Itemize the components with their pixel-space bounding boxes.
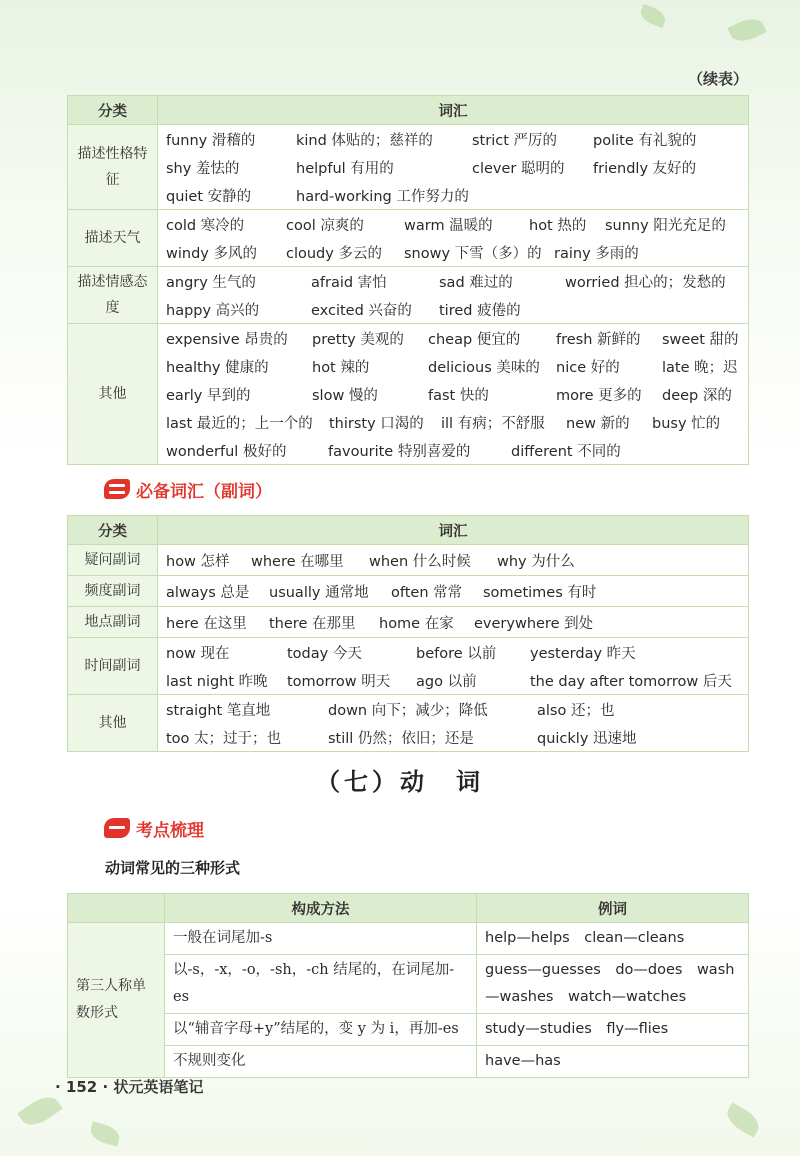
word-entry: delicious 美味的 (428, 359, 540, 376)
header-blank (68, 894, 165, 923)
word-entry: here 在这里 (166, 615, 247, 632)
word-line (166, 608, 748, 636)
adverb-section-heading (104, 476, 272, 502)
word-line (166, 666, 748, 694)
table-row (68, 324, 749, 465)
word-entry: snowy 下雪（多）的 (404, 245, 542, 262)
word-entry: strict 严厉的 (472, 132, 557, 149)
leaf-decoration (727, 14, 766, 46)
section-number-badge-icon (104, 479, 130, 499)
word-entry: today 今天 (287, 645, 362, 662)
leaf-decoration (88, 1121, 122, 1146)
word-entry: hard-working 工作努力的 (296, 188, 469, 205)
word-entry: yesterday 昨天 (530, 645, 636, 662)
word-entry: cold 寒冷的 (166, 217, 245, 234)
word-entry: cheap 便宜的 (428, 331, 521, 348)
word-entry: thirsty 口渴的 (329, 415, 424, 432)
category-label: 描述天气 (84, 230, 141, 246)
word-entry: busy 忙的 (652, 415, 721, 432)
word-entry: excited 兴奋的 (311, 302, 412, 319)
word-entry: also 还；也 (537, 702, 615, 719)
table-header-row (68, 96, 749, 125)
table-row (68, 210, 749, 267)
exam-section-heading (104, 815, 204, 841)
table-row (68, 125, 749, 210)
words-cell (158, 638, 749, 695)
word-entry: too 太；过于；也 (166, 730, 282, 747)
category-cell (68, 695, 158, 752)
word-entry: home 在家 (379, 615, 454, 632)
word-entry: polite 有礼貌的 (593, 132, 697, 149)
word-entry: windy 多风的 (166, 245, 257, 262)
words-cell (158, 125, 749, 210)
word-entry: fast 快的 (428, 387, 489, 404)
word-entry: tomorrow 明天 (287, 673, 391, 690)
category-label: 地点副词 (84, 614, 141, 630)
word-line (166, 125, 748, 153)
category-cell (68, 923, 165, 1078)
header-words: 词汇 (158, 516, 749, 545)
word-line (166, 436, 748, 464)
leaf-decoration (722, 1102, 763, 1137)
word-entry: last 最近的；上一个的 (166, 415, 313, 432)
table-row (68, 638, 749, 695)
table-row (68, 1014, 749, 1046)
word-line (166, 238, 748, 266)
method-cell: 以-s，-x，-o，-sh，-ch 结尾的，在词尾加-es (165, 955, 477, 1014)
word-line (166, 181, 748, 209)
words-cell (158, 607, 749, 638)
word-entry: sweet 甜的 (662, 331, 739, 348)
word-entry: how 怎样 (166, 553, 230, 570)
words-cell (158, 267, 749, 324)
word-entry: healthy 健康的 (166, 359, 269, 376)
word-entry: sunny 阳光充足的 (605, 217, 726, 234)
word-entry: down 向下；减少；降低 (328, 702, 488, 719)
method-cell: 以“辅音字母+y”结尾的，变 y 为 i，再加-es (165, 1014, 477, 1046)
word-entry: quickly 迅速地 (537, 730, 637, 747)
continued-label: （续表） (687, 70, 748, 88)
word-entry: wonderful 极好的 (166, 443, 287, 460)
word-entry: kind 体贴的；慈祥的 (296, 132, 433, 149)
word-entry: the day after tomorrow 后天 (530, 673, 732, 690)
word-line (166, 210, 748, 238)
word-entry: cloudy 多云的 (286, 245, 382, 262)
words-cell (158, 576, 749, 607)
word-line (166, 546, 748, 574)
word-entry: new 新的 (566, 415, 630, 432)
word-entry: rainy 多雨的 (554, 245, 639, 262)
word-line (166, 295, 748, 323)
word-entry: more 更多的 (556, 387, 642, 404)
word-entry: warm 温暖的 (404, 217, 493, 234)
header-example: 例词 (477, 894, 749, 923)
category-label: 时间副词 (84, 658, 141, 674)
word-line (166, 695, 748, 723)
words-cell (158, 210, 749, 267)
word-entry: where 在哪里 (251, 553, 344, 570)
table-row (68, 576, 749, 607)
table-row (68, 545, 749, 576)
word-entry: hot 热的 (529, 217, 587, 234)
word-entry: tired 疲倦的 (439, 302, 521, 319)
word-line (166, 324, 748, 352)
words-cell (158, 324, 749, 465)
method-cell: 一般在词尾加-s (165, 923, 477, 955)
example-cell: study—studies fly—flies (477, 1014, 749, 1046)
word-entry: straight 笔直地 (166, 702, 271, 719)
page-footer: · 152 · 状元英语笔记 (55, 1078, 204, 1096)
category-label: 疑问副词 (84, 552, 141, 568)
word-entry: funny 滑稽的 (166, 132, 256, 149)
word-entry: ill 有病；不舒服 (441, 415, 545, 432)
table-row (68, 923, 749, 955)
word-entry: everywhere 到处 (474, 615, 594, 632)
category-cell (68, 638, 158, 695)
verb-forms-heading: 动词常见的三种形式 (105, 859, 241, 877)
word-line (166, 577, 748, 605)
table-header-row (68, 894, 749, 923)
category-cell (68, 125, 158, 210)
method-cell: 不规则变化 (165, 1046, 477, 1078)
words-cell (158, 695, 749, 752)
category-label: 描述情感态度 (77, 274, 148, 316)
word-entry: favourite 特别喜爱的 (328, 443, 471, 460)
word-entry: sad 难过的 (439, 274, 513, 291)
word-entry: helpful 有用的 (296, 160, 394, 177)
example-cell: help—helps clean—cleans (477, 923, 749, 955)
word-line (166, 153, 748, 181)
header-category: 分类 (68, 96, 158, 125)
word-entry: now 现在 (166, 645, 230, 662)
word-entry: last night 昨晚 (166, 673, 268, 690)
category-label: 其他 (98, 386, 127, 402)
table-row (68, 607, 749, 638)
table-row (68, 1046, 749, 1078)
word-entry: when 什么时候 (369, 553, 471, 570)
word-entry: before 以前 (416, 645, 497, 662)
word-entry: angry 生气的 (166, 274, 256, 291)
adjective-table (67, 95, 749, 465)
word-entry: hot 辣的 (312, 359, 370, 376)
word-line (166, 380, 748, 408)
section-title: 必备词汇（副词） (136, 481, 272, 502)
table-row (68, 955, 749, 1014)
category-cell (68, 545, 158, 576)
word-entry: cool 凉爽的 (286, 217, 364, 234)
section-number-badge-icon (104, 818, 130, 838)
adverb-table (67, 515, 749, 752)
category-label: 第三人称单数形式 (76, 978, 146, 1021)
word-entry: late 晚；迟 (662, 359, 738, 376)
category-cell (68, 210, 158, 267)
word-entry: happy 高兴的 (166, 302, 260, 319)
category-cell (68, 576, 158, 607)
category-label: 其他 (98, 715, 127, 731)
word-entry: clever 聪明的 (472, 160, 565, 177)
table-row (68, 695, 749, 752)
word-entry: nice 好的 (556, 359, 620, 376)
word-line (166, 352, 748, 380)
example-cell: have—has (477, 1046, 749, 1078)
example-cell: guess—guesses do—does wash—washes watch—watches (477, 955, 749, 1014)
word-entry: why 为什么 (497, 553, 575, 570)
category-cell (68, 607, 158, 638)
word-entry: early 早到的 (166, 387, 251, 404)
word-line (166, 638, 748, 666)
word-entry: quiet 安静的 (166, 188, 252, 205)
category-label: 描述性格特征 (77, 146, 148, 188)
category-cell (68, 324, 158, 465)
header-method: 构成方法 (165, 894, 477, 923)
word-entry: often 常常 (391, 584, 463, 601)
header-category: 分类 (68, 516, 158, 545)
section-title: 考点梳理 (136, 820, 204, 841)
word-entry: sometimes 有时 (483, 584, 597, 601)
category-label: 频度副词 (84, 583, 141, 599)
word-entry: always 总是 (166, 584, 250, 601)
header-words: 词汇 (158, 96, 749, 125)
word-entry: afraid 害怕 (311, 274, 387, 291)
category-cell (68, 267, 158, 324)
word-entry: different 不同的 (511, 443, 621, 460)
leaf-decoration (638, 4, 668, 28)
word-entry: shy 羞怯的 (166, 160, 240, 177)
word-entry: still 仍然；依旧；还是 (328, 730, 474, 747)
word-entry: slow 慢的 (312, 387, 378, 404)
word-line (166, 408, 748, 436)
chapter-title: （七）动 词 (316, 768, 484, 796)
word-entry: expensive 昂贵的 (166, 331, 288, 348)
word-entry: ago 以前 (416, 673, 477, 690)
word-entry: worried 担心的；发愁的 (565, 274, 726, 291)
verb-forms-table (67, 893, 749, 1078)
word-entry: there 在那里 (269, 615, 356, 632)
table-row (68, 267, 749, 324)
word-entry: pretty 美观的 (312, 331, 404, 348)
word-line (166, 267, 748, 295)
word-line (166, 723, 748, 751)
word-entry: friendly 友好的 (593, 160, 697, 177)
words-cell (158, 545, 749, 576)
word-entry: deep 深的 (662, 387, 732, 404)
table-header-row (68, 516, 749, 545)
word-entry: fresh 新鲜的 (556, 331, 641, 348)
word-entry: usually 通常地 (269, 584, 369, 601)
